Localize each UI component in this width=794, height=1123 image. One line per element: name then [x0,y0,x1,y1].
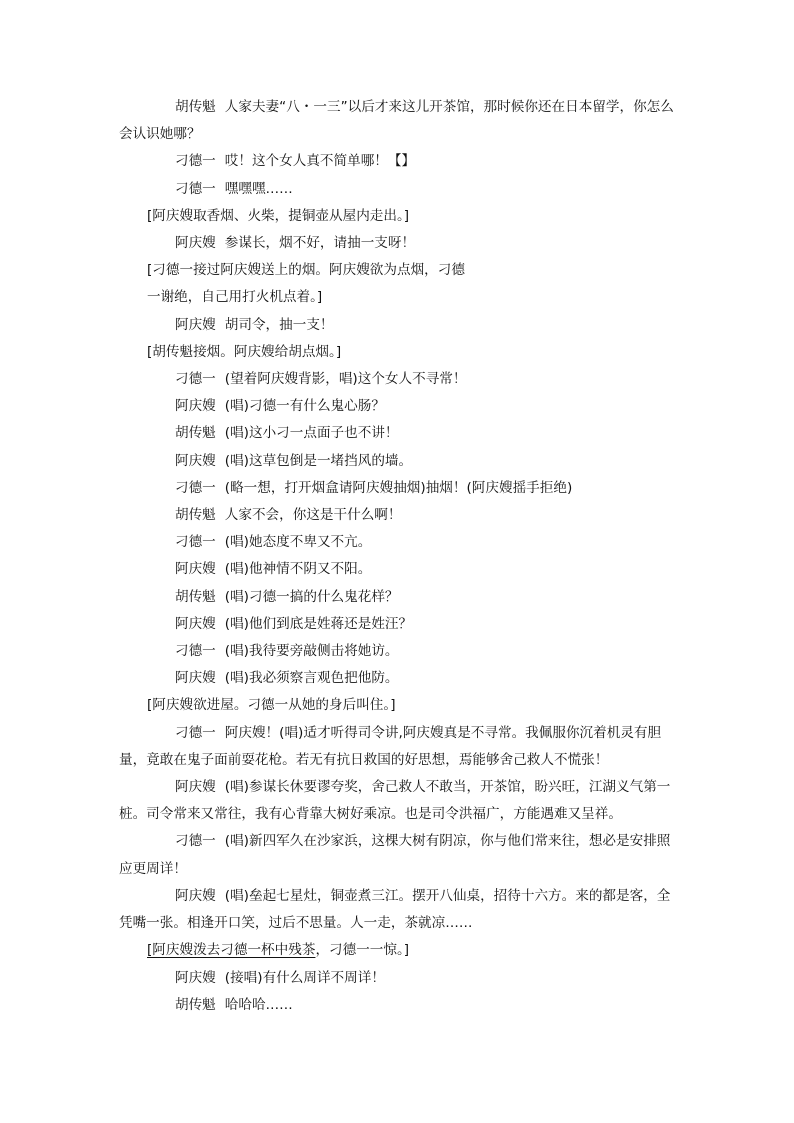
dialogue-text: (略一想，打开烟盒请阿庆嫂抽烟)抽烟！(阿庆嫂摇手拒绝) [224,479,573,496]
dialogue-text: 嘿嘿嘿…… [224,180,293,197]
speaker-name: 阿庆嫂 [175,887,216,904]
play-script [119,94,675,1019]
dialogue-text: (唱)垒起七星灶，铜壶煮三江。摆开八仙桌，招待十六方。来的都是客，全凭嘴一张。相逢开口笑，过后不思量。人一走，茶就凉…… [119,887,671,932]
dialogue-line [119,366,675,393]
dialogue-line [119,230,675,257]
speaker-name: 阿庆嫂 [175,235,216,252]
stage-direction: [阿庆嫂取香烟、火柴，提铜壶从屋内走出。] [147,207,410,224]
dialogue-text: (唱)新四军久在沙家浜，这棵大树有阴凉，你与他们常来往，想必是安排照应更周详！ [119,833,671,877]
dialogue-line [119,584,675,611]
dialogue-line [119,475,675,502]
dialogue-line [119,393,675,420]
stage-direction [119,937,675,964]
speaker-name: 刁德一 [175,724,216,741]
dialogue-text: 哎！这个女人真不简单哪！【】 [224,153,416,170]
dialogue-line [119,529,675,556]
dialogue-text: (唱)刁德一有什么鬼心肠？ [224,398,385,415]
dialogue-line [119,720,675,774]
dialogue-text: (唱)我必须察言观色把他防。 [224,670,399,687]
speaker-name: 刁德一 [175,479,216,496]
dialogue-text: (唱)我待要旁敲侧击将她访。 [224,643,399,660]
speaker-name: 阿庆嫂 [175,398,216,415]
speaker-name: 刁德一 [175,833,216,850]
dialogue-text: (唱)他神情不阴又不阳。 [224,561,372,578]
stage-direction-continued: 一谢绝，自己用打火机点着。] [147,289,323,306]
dialogue-line [119,883,675,937]
speaker-name: 刁德一 [175,153,216,170]
speaker-name: 胡传魁 [175,425,216,442]
dialogue-text: (唱)她态度不卑又不亢。 [224,534,372,551]
speaker-name: 刁德一 [175,371,216,388]
dialogue-text: (唱)参谋长休要谬夸奖，舍己救人不敢当，开茶馆，盼兴旺，江湖义气第一桩。司令常来又常往，我有心背靠大树好乘凉。也是司令洪福广，方能遇难又呈祥。 [119,779,671,823]
dialogue-text: (唱)这草包倒是一堵挡风的墙。 [224,452,413,469]
dialogue-text: 人家夫妻“八・一三”以后才来这儿开茶馆，那时候你还在日本留学，你怎么会认识她哪？ [119,99,674,143]
speaker-name: 阿庆嫂 [175,670,216,687]
dialogue-line [119,148,675,175]
dialogue-line [119,448,675,475]
dialogue-line [119,665,675,692]
dialogue-text: 参谋长，烟不好，请抽一支呀！ [224,235,416,252]
speaker-name: 阿庆嫂 [175,452,216,469]
dialogue-text: 哈哈哈…… [224,996,293,1013]
dialogue-text: (唱)刁德一搞的什么鬼花样？ [224,588,399,605]
speaker-name: 阿庆嫂 [175,615,216,632]
dialogue-text: 阿庆嫂！(唱)适才听得司令讲,阿庆嫂真是不寻常。我佩服你沉着机灵有胆量，竟敢在鬼子面前耍花枪。若无有抗日救国的好思想，焉能够舍己救人不慌张！ [119,724,662,768]
dialogue-line [119,94,675,148]
dialogue-line [119,638,675,665]
dialogue-line [119,828,675,882]
stage-direction: [阿庆嫂欲进屋。刁德一从她的身后叫住。] [147,697,396,714]
dialogue-line [119,556,675,583]
dialogue-text: (唱)这小刁一点面子也不讲！ [224,425,399,442]
speaker-name: 阿庆嫂 [175,316,216,333]
dialogue-text: (接唱)有什么周详不周详！ [224,969,385,986]
stage-direction: [刁德一接过阿庆嫂送上的烟。阿庆嫂欲为点烟，刁德 [147,262,465,279]
speaker-name: 刁德一 [175,180,216,197]
speaker-name: 阿庆嫂 [175,969,216,986]
dialogue-text: 人家不会，你这是干什么啊！ [224,507,402,524]
speaker-name: 阿庆嫂 [175,779,216,796]
speaker-name: 胡传魁 [175,588,216,605]
speaker-name: 刁德一 [175,534,216,551]
speaker-name: 胡传魁 [175,99,216,115]
dialogue-line [119,502,675,529]
speaker-name: 胡传魁 [175,507,216,524]
dialogue-line [119,965,675,992]
speaker-name: 刁德一 [175,643,216,660]
speaker-name: 阿庆嫂 [175,561,216,578]
stage-text: ，刁德一一惊。] [315,942,410,959]
stage-direction: [胡传魁接烟。阿庆嫂给胡点烟。] [147,343,342,360]
dialogue-text: (唱)他们到底是姓蒋还是姓汪？ [224,615,413,632]
speaker-name: 胡传魁 [175,996,216,1013]
dialogue-text: 胡司令，抽一支！ [224,316,334,333]
dialogue-line [119,611,675,638]
dialogue-line [119,420,675,447]
dialogue-text: (望着阿庆嫂背影，唱)这个女人不寻常！ [224,371,467,388]
dialogue-line [119,992,675,1019]
dialogue-line [119,312,675,339]
underlined-stage-text: [阿庆嫂泼去刁德一杯中残茶 [147,942,316,959]
dialogue-line [119,774,675,828]
dialogue-line [119,176,675,203]
